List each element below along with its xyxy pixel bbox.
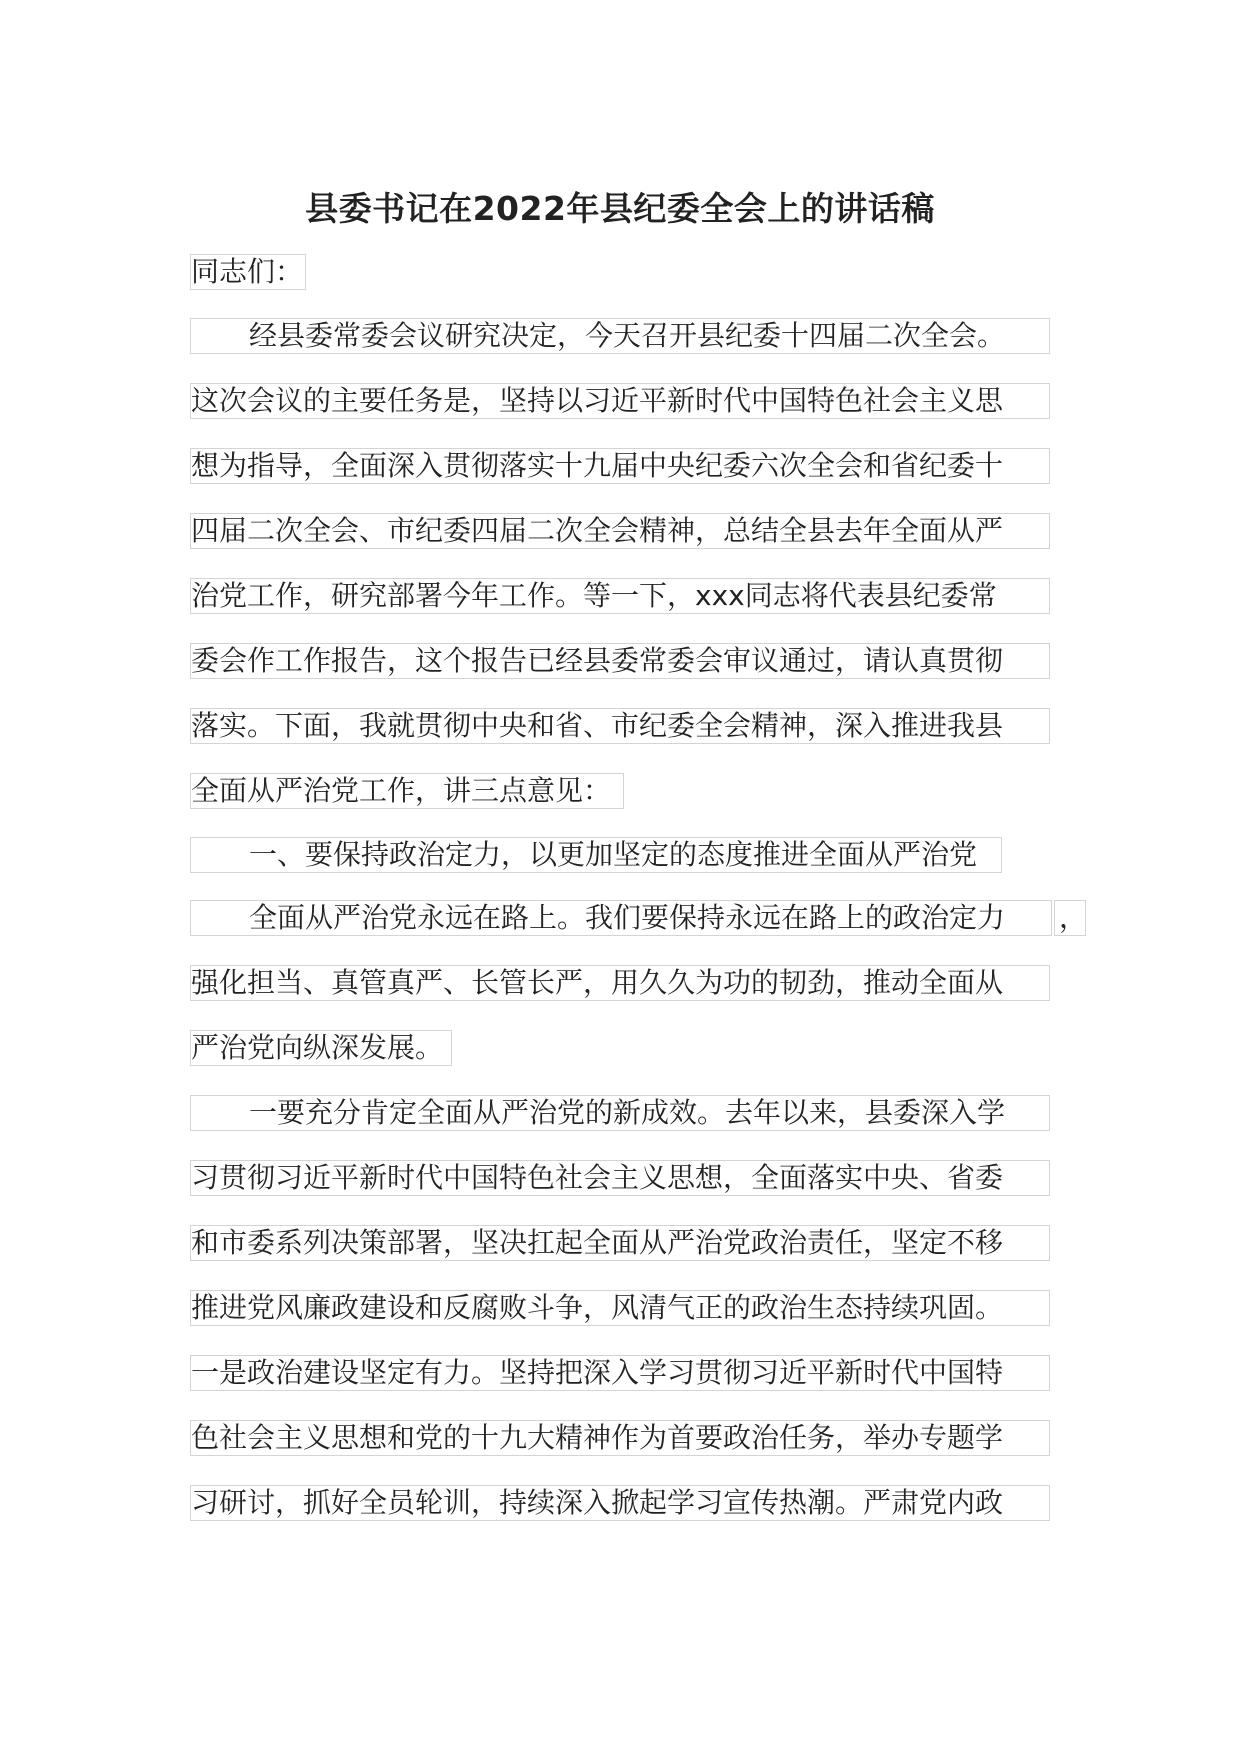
text-line: 想为指导，全面深入贯彻落实十九届中央纪委六次全会和省纪委十 [190, 448, 1050, 484]
section-heading: 一、要保持政治定力，以更加坚定的态度推进全面从严治党 [190, 837, 1002, 873]
text-line: 经县委常委会议研究决定，今天召开县纪委十四届二次全会。 [190, 318, 1050, 354]
line-tail-comma: ， [1054, 900, 1086, 936]
text-line: 强化担当、真管真严、长管长严，用久久为功的韧劲，推动全面从 [190, 965, 1050, 1001]
text-line: 色社会主义思想和党的十九大精神作为首要政治任务，举办专题学 [190, 1420, 1050, 1456]
text-line: 全面从严治党永远在路上。我们要保持永远在路上的政治定力 [190, 900, 1052, 936]
text-line: 习研讨，抓好全员轮训，持续深入掀起学习宣传热潮。严肃党内政 [190, 1485, 1050, 1521]
text-line: 全面从严治党工作，讲三点意见： [190, 773, 624, 809]
text-line: 治党工作，研究部署今年工作。等一下，xxx同志将代表县纪委常 [190, 578, 1050, 614]
text-line: 推进党风廉政建设和反腐败斗争，风清气正的政治生态持续巩固。 [190, 1290, 1050, 1326]
text-line: 落实。下面，我就贯彻中央和省、市纪委全会精神，深入推进我县 [190, 708, 1050, 744]
text-line: 四届二次全会、市纪委四届二次全会精神，总结全县去年全面从严 [190, 513, 1050, 549]
text-line: 同志们： [190, 254, 306, 290]
document-title: 县委书记在2022年县纪委全会上的讲话稿 [305, 189, 935, 228]
text-line: 习贯彻习近平新时代中国特色社会主义思想，全面落实中央、省委 [190, 1160, 1050, 1196]
text-line: 严治党向纵深发展。 [190, 1030, 452, 1066]
text-line: 一要充分肯定全面从严治党的新成效。去年以来，县委深入学 [190, 1095, 1050, 1131]
text-line: 委会作工作报告，这个报告已经县委常委会审议通过，请认真贯彻 [190, 643, 1050, 679]
text-line: 这次会议的主要任务是，坚持以习近平新时代中国特色社会主义思 [190, 383, 1050, 419]
text-line: 和市委系列决策部署，坚决扛起全面从严治党政治责任，坚定不移 [190, 1225, 1050, 1261]
text-line: 一是政治建设坚定有力。坚持把深入学习贯彻习近平新时代中国特 [190, 1355, 1050, 1391]
